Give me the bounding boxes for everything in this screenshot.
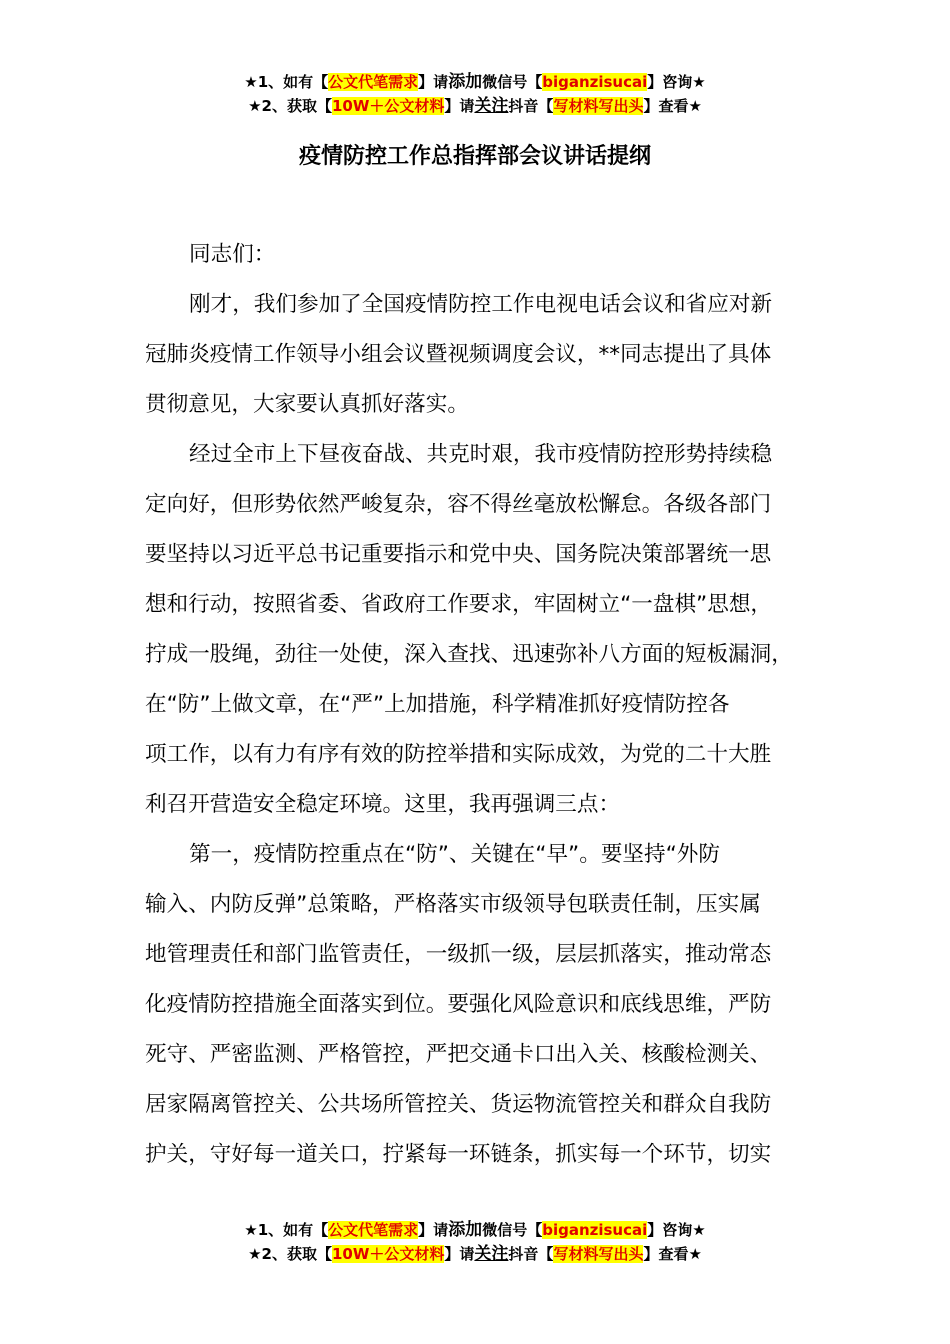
paragraph-line: 第一，疫情防控重点在“防”、关键在“早”。要坚持“外防 [189,842,720,867]
paragraph-line: 刚才，我们参加了全国疫情防控工作电视电话会议和省应对新 [189,292,773,317]
paragraph-line: 地管理责任和部门监管责任，一级抓一级，层层抓落实，推动常态 [145,942,772,967]
promo-highlight: 公文代笔需求 [328,73,419,91]
promo-text: ★2、获取【 [248,97,332,115]
promo-line-2 [0,94,950,118]
promo-highlight: 公文代笔需求 [328,1221,419,1239]
paragraph-line: 死守、严密监测、严格管控，严把交通卡口出入关、核酸检测关、 [145,1042,772,1067]
promo-text: 】查看★ [643,1245,702,1263]
document-body [145,230,829,1180]
paragraph-line: 想和行动，按照省委、省政府工作要求，牢固树立“一盘棋”思想， [145,592,773,617]
paragraph-line: 贯彻意见，大家要认真抓好落实。 [145,392,469,417]
promo-text: 抖音【 [508,97,554,115]
promo-text: 】请 [444,97,475,115]
paragraph-line: 要坚持以习近平总书记重要指示和党中央、国务院决策部署统一思 [145,542,772,567]
header-promo-banner [0,70,950,118]
paragraph-line: 冠肺炎疫情工作领导小组会议暨视频调度会议，**同志提出了具体 [145,342,772,367]
promo-text: 微信号【 [482,73,543,91]
promo-text: 】咨询★ [647,73,706,91]
paragraph-line: 居家隔离管控关、公共场所管控关、货运物流管控关和群众自我防 [145,1092,772,1117]
promo-highlight: 10W＋公文材料 [331,97,445,115]
promo-text: ★2、获取【 [248,1245,332,1263]
promo-line-2 [0,1242,950,1266]
paragraph-line: 在“防”上做文章，在“严”上加措施，科学精准抓好疫情防控各 [145,692,730,717]
promo-text: ★1、如有【 [244,73,329,91]
salutation: 同志们： [189,242,276,267]
paragraph-line: 项工作，以有力有序有效的防控举措和实际成效，为党的二十大胜 [145,742,772,767]
promo-text: 】请 [444,1245,475,1263]
promo-douyin-id: 写材料写出头 [553,1245,644,1263]
promo-text: ★1、如有【 [244,1221,329,1239]
paragraph-line: 拧成一股绳，劲往一处使，深入查找、迅速弥补八方面的短板漏洞， [145,642,793,667]
paragraph-line: 利召开营造安全稳定环境。这里，我再强调三点： [145,792,621,817]
promo-text: 抖音【 [508,1245,554,1263]
paragraph-line: 经过全市上下昼夜奋战、共克时艰，我市疫情防控形势持续稳 [189,442,773,467]
promo-emphasis: 添加 [448,72,483,92]
promo-line-1 [0,70,950,94]
promo-text: 】请 [418,73,449,91]
promo-wechat-id: biganzisucai [542,1221,648,1239]
promo-line-1 [0,1218,950,1242]
promo-douyin-id: 写材料写出头 [553,97,644,115]
promo-text: 微信号【 [482,1221,543,1239]
footer-promo-banner [0,1218,950,1266]
paragraph-line: 化疫情防控措施全面落实到位。要强化风险意识和底线思维，严防 [145,992,772,1017]
paragraph-line: 输入、内防反弹”总策略，严格落实市级领导包联责任制，压实属 [145,892,761,917]
paragraph-line: 定向好，但形势依然严峻复杂，容不得丝毫放松懈怠。各级各部门 [145,492,772,517]
promo-wechat-id: biganzisucai [542,73,648,91]
document-title: 疫情防控工作总指挥部会议讲话提纲 [298,144,651,169]
promo-text: 】请 [418,1221,449,1239]
promo-highlight: 10W＋公文材料 [331,1245,445,1263]
promo-emphasis: 关注 [474,96,509,116]
promo-emphasis: 关注 [474,1244,509,1264]
promo-text: 】查看★ [643,97,702,115]
promo-emphasis: 添加 [448,1220,483,1240]
paragraph-line: 护关，守好每一道关口，拧紧每一环链条，抓实每一个环节，切实 [145,1142,772,1167]
promo-text: 】咨询★ [647,1221,706,1239]
